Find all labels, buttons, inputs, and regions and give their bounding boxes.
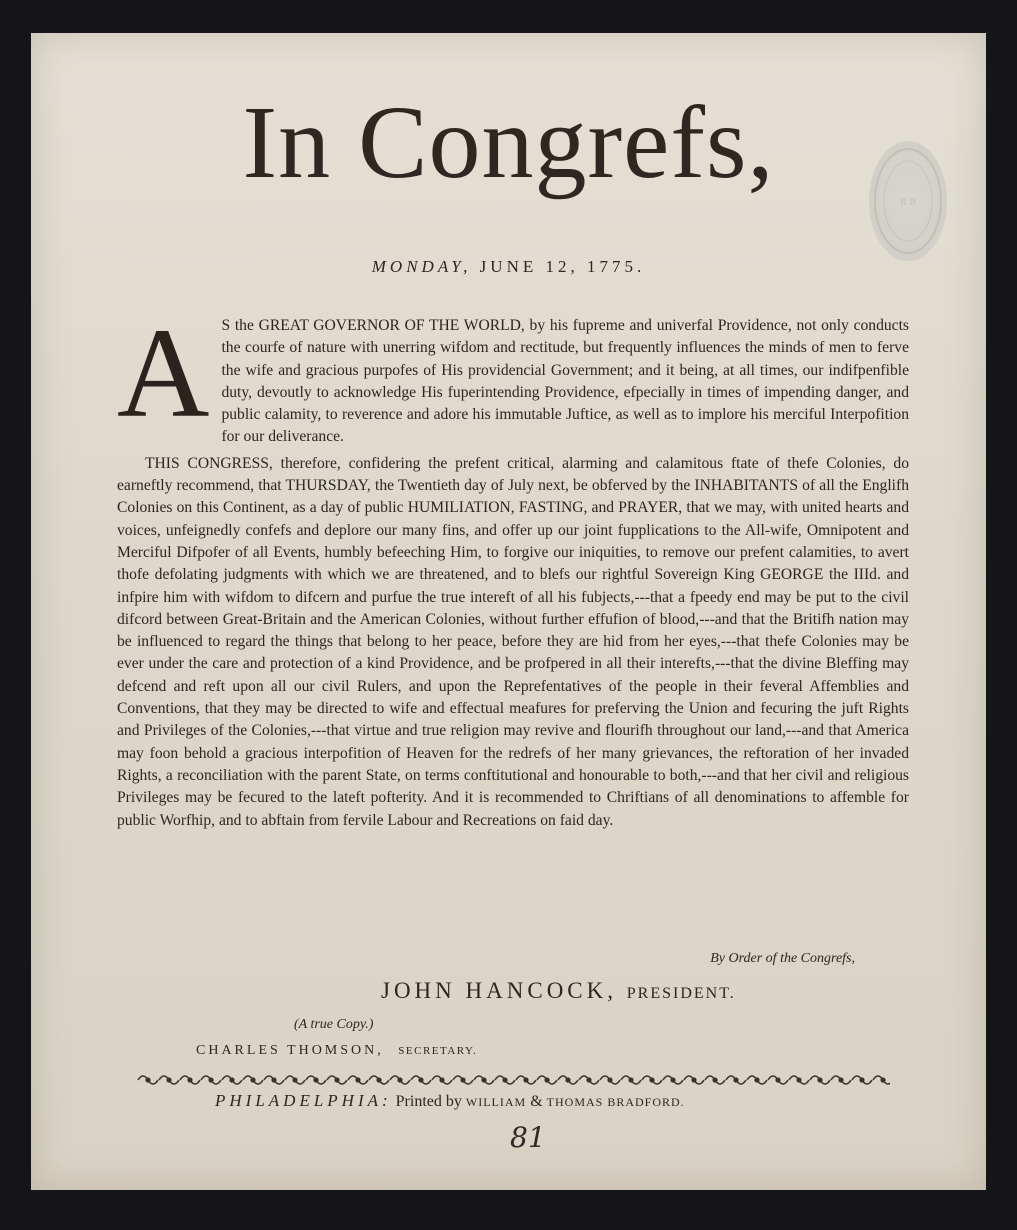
ornament-dot (293, 1078, 297, 1082)
paragraph-2: THIS CONGRESS, therefore, confidering the prefent critical, alarming and calamitous ftate of thefe Colonies, do earneftly recommend, that THURSDAY, the Twentieth day of July next, be obferved by the INHABITANTS of all the Englifh Colonies on this Continent, as a day of public HUMILIATION, FASTING, and PRAYER, that we may, with united hearts and voices, unfeignedly confefs and deplore our many fins, and offer up our joint fupplications to the All-wife, Omnipotent and Merciful Difpofer of all Events, humbly befeeching Him, to forgive our iniquities, to remove our prefent calamities, to avert thofe defolating judgments with which we are threatened, and to blefs our rightful Sovereign King GEORGE the IIId. and infpire him with wifdom to difcern and purfue the true intereft of all his fubjects,---that a fpeedy end may be put to the civil difcord between Great-Britain and the American Colonies, without further effufion of blood,---and that the Britifh nation may be influenced to regard the things that belong to her peace, before they are hid from her eyes,---that thefe Colonies may be ever under the care and protection of a kind Providence, and be profpered in all their interefts,---that the divine Bleffing may defcend and reft upon all our civil Rulers, and upon the Reprefentatives of the people in their feveral Affemblies and Conventions, that they may be directed to wife and effectual meafures for preferving the Union and fecuring the juft Rights and Privileges of the Colonies,---that virtue and true religion may revive and flourifh throughout our land,---and that America may foon behold a gracious interpofition of Heaven for the redrefs of her many grievances, the reftoration of her invaded Rights, a reconciliation with the parent State, on terms conftitutional and honourable to both,---and that her civil and religious Privileges may be fecured to the lateft pofterity. And it is recommended to Chriftians of all denominations to affemble for public Worfhip, and to abftain from fervile Labour and Recreations on faid day. (117, 454, 909, 829)
printer-imprint (215, 1091, 685, 1111)
ornament-dot (713, 1078, 717, 1082)
imprint-ampersand: & (530, 1093, 543, 1110)
svg-text:R B: R B (900, 197, 916, 208)
ornament-dot (503, 1078, 507, 1082)
president-title: PRESIDENT. (626, 985, 736, 1002)
ornament-dot (314, 1078, 318, 1082)
ornament-dot (272, 1078, 276, 1082)
imprint-printed-by: Printed by (395, 1093, 462, 1110)
proclamation-body (117, 302, 909, 832)
dateline-date: JUNE 12, 1775. (479, 257, 646, 276)
ornament-dot (188, 1078, 192, 1082)
ornament-dot (755, 1078, 759, 1082)
ornament-dot (797, 1078, 801, 1082)
ornament-dot (629, 1078, 633, 1082)
ornament-dot (356, 1078, 360, 1082)
secretary-name: CHARLES THOMSON, (196, 1043, 384, 1058)
dateline (31, 257, 986, 277)
ornament-dot (419, 1078, 423, 1082)
ornament-dot (167, 1078, 171, 1082)
president-name: JOHN HANCOCK, (381, 978, 618, 1003)
ornament-dot (650, 1078, 654, 1082)
paragraph-1 (117, 302, 909, 449)
ornament-dot (209, 1078, 213, 1082)
ornament-dot (377, 1078, 381, 1082)
broadside-paper (31, 33, 986, 1190)
ornament-dot (608, 1078, 612, 1082)
ornament-dot (692, 1078, 696, 1082)
ornament-dot (881, 1078, 885, 1082)
president-signature (381, 978, 736, 1004)
ornament-dot (251, 1078, 255, 1082)
true-copy-note: (A true Copy.) (294, 1017, 374, 1032)
ornament-dot (461, 1078, 465, 1082)
ornament-dot (398, 1078, 402, 1082)
imprint-printer-2: THOMAS BRADFORD. (546, 1095, 685, 1109)
dateline-day: MONDAY, (371, 257, 472, 276)
ornament-dot (671, 1078, 675, 1082)
ornament-dot (440, 1078, 444, 1082)
by-order-line: By Order of the Congrefs, (710, 951, 855, 966)
ornament-dot (839, 1078, 843, 1082)
ornament-rule (134, 1071, 890, 1089)
imprint-printer-1: WILLIAM (465, 1095, 527, 1109)
secretary-signature (196, 1043, 477, 1059)
ornament-dot (566, 1078, 570, 1082)
ornament-dot (524, 1078, 528, 1082)
ornament-dot (545, 1078, 549, 1082)
ornament-dot (818, 1078, 822, 1082)
ornament-dot (335, 1078, 339, 1082)
ornament-dot (587, 1078, 591, 1082)
handwritten-number: 81 (510, 1121, 546, 1154)
ornament-dot (482, 1078, 486, 1082)
ornament-dot (776, 1078, 780, 1082)
paragraph-1-text: S the GREAT GOVERNOR OF THE WORLD, by his fupreme and univerfal Providence, not only conducts the courfe of nature with unerring wifdom and rectitude, but frequently influences the minds of men to ferve the wife and gracious purpofes of His providencial Government; and it being, at all times, our indifpenfible duty, devoutly to acknowledge His fuperintending Providence, efpecially in times of impending danger, and public calamity, to reverence and adore his immutable Juftice, as well as to implore his merciful Interpofition for our deliverance. (221, 317, 909, 446)
secretary-title: SECRETARY. (398, 1045, 478, 1057)
ornament-dot (146, 1078, 150, 1082)
ornament-dot (734, 1078, 738, 1082)
drop-cap: A (117, 302, 210, 444)
headline-title: In Congrefs, (242, 85, 775, 200)
ornament-dot (860, 1078, 864, 1082)
imprint-city: PHILADELPHIA: (215, 1091, 392, 1110)
ornament-dot (230, 1078, 234, 1082)
